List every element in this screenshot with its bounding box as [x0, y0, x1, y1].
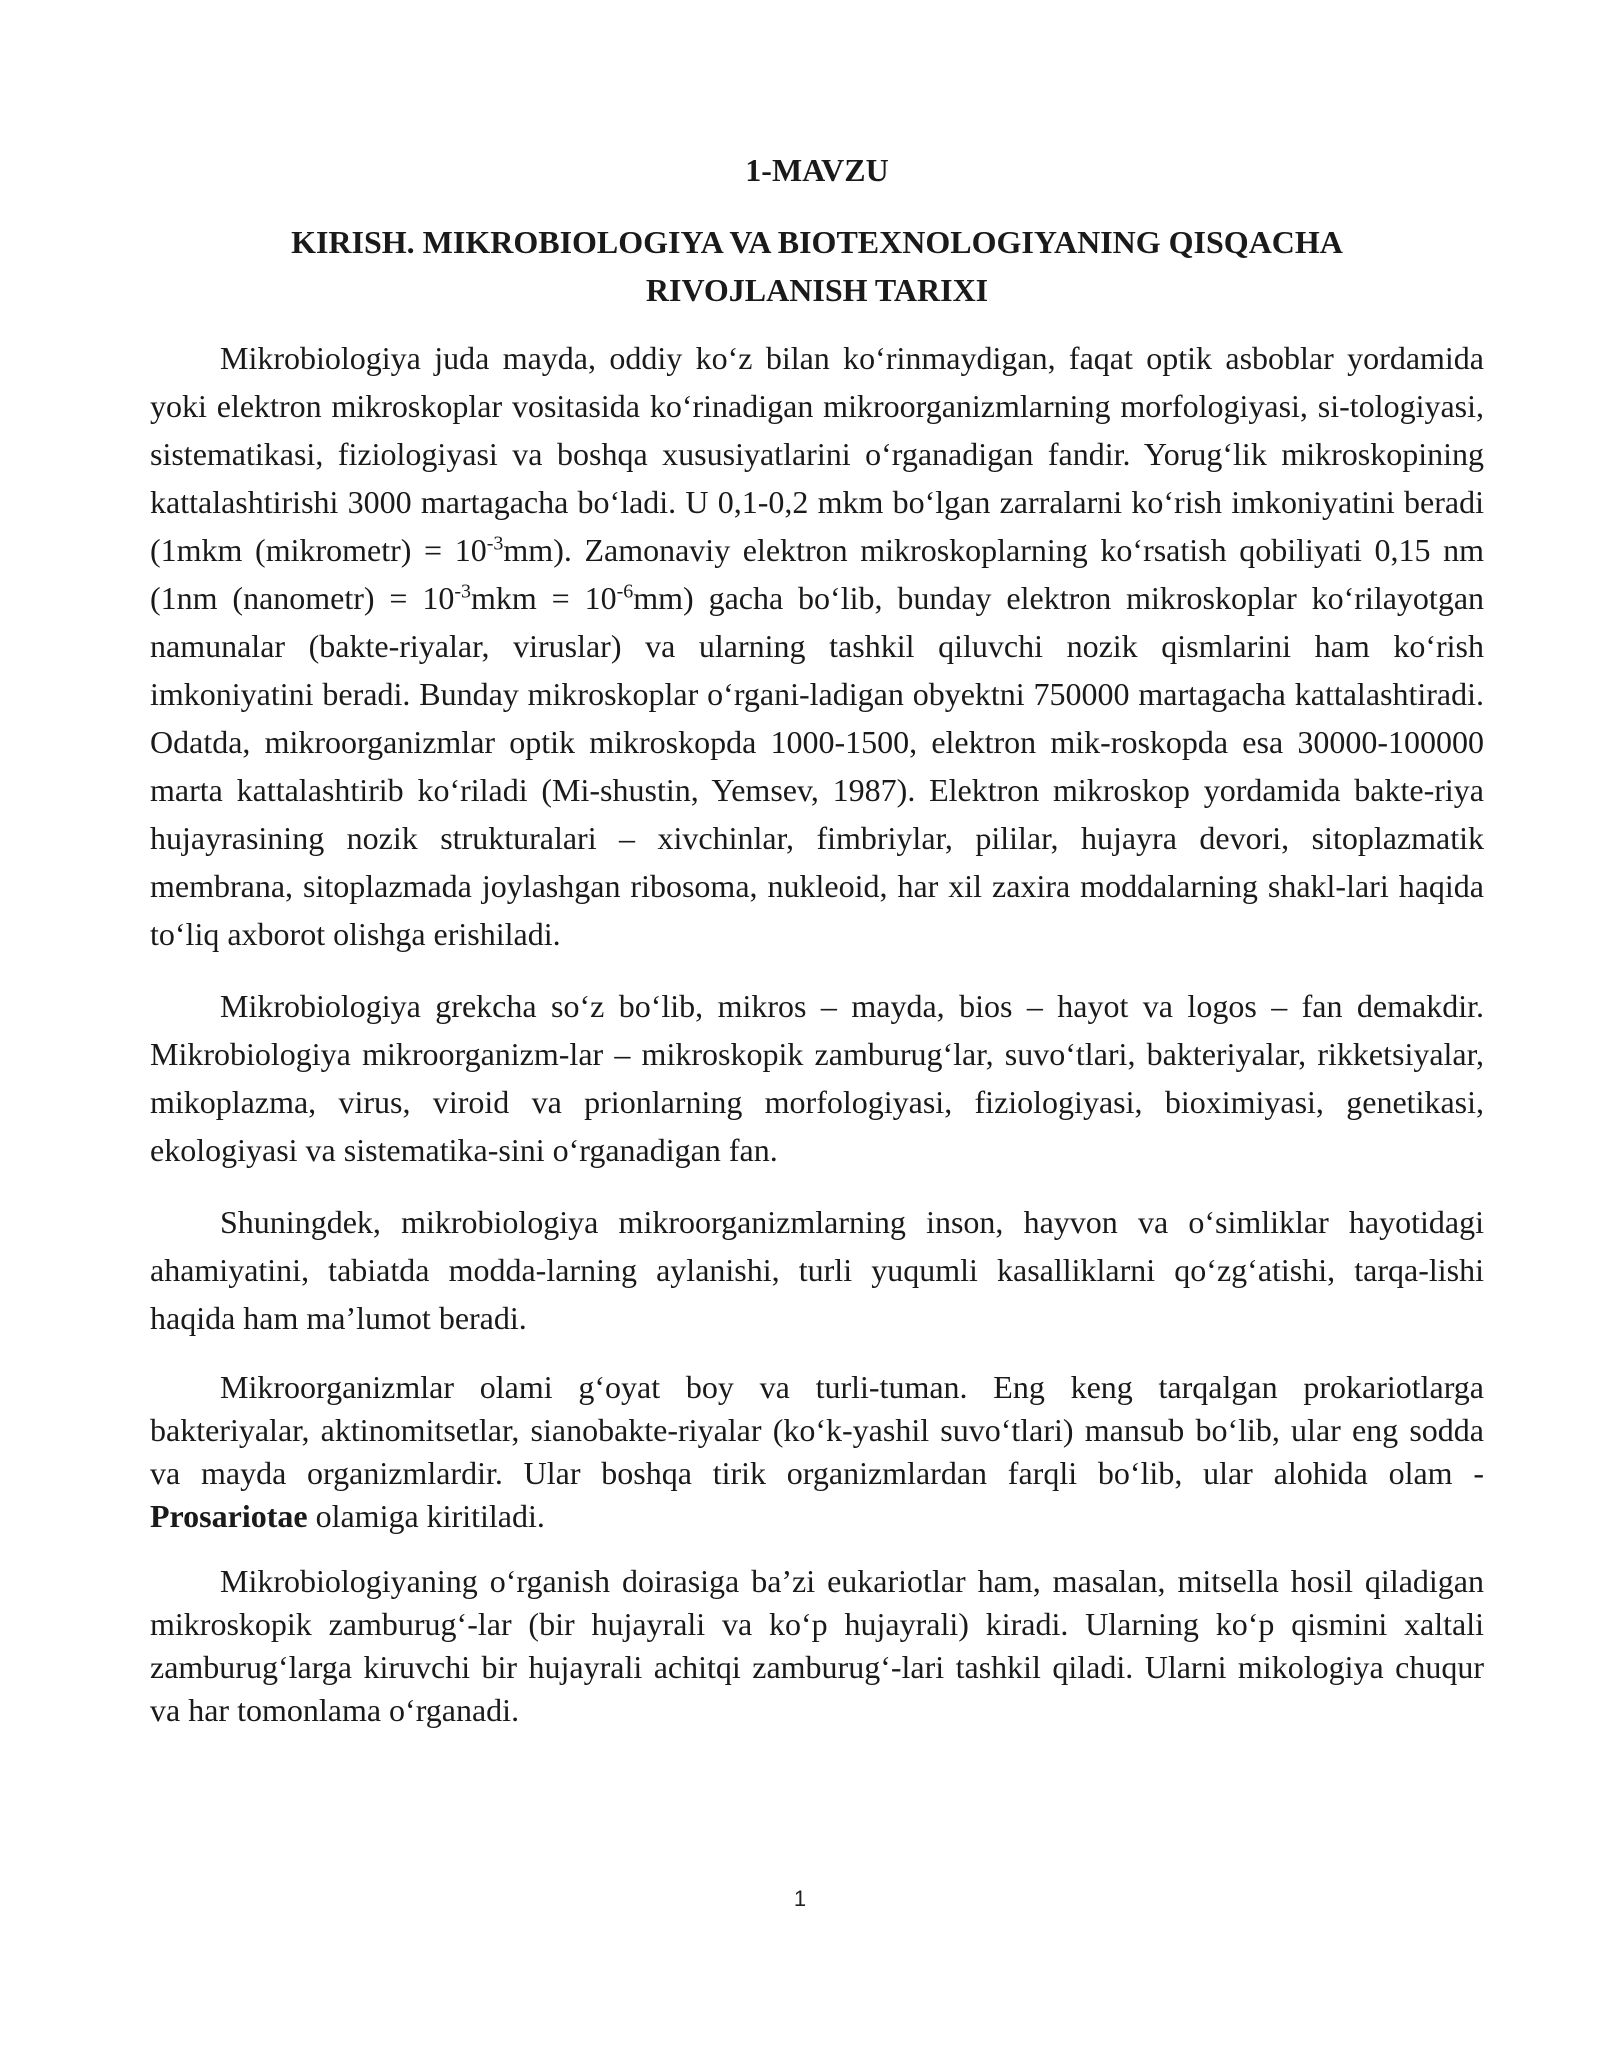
- paragraph-1-text-a: Mikrobiologiya juda mayda, oddiy ko‘z bilan ko‘rinmaydigan, faqat optik asboblar yordamida yoki elektron mikroskoplar vositasida ko‘rinadigan mikroorganizmlarning morfologiyasi, si-tologiyasi, sistematikasi, fiziologiyasi va boshqa xususiyatlarini o‘rganadigan fandir. Yorug‘lik mikroskopining kattalashtirishi 3000 martagacha bo‘ladi. U 0,1-0,2 mkm bo‘lgan zarralarni ko‘rish imkoniyatini beradi (1mkm (mikrometr) = 10: [150, 340, 1484, 568]
- paragraph-4: [150, 1366, 1484, 1538]
- paragraph-1: [150, 334, 1484, 958]
- paragraph-3: Shuningdek, mikrobiologiya mikroorganizmlarning inson, hayvon va o‘simliklar hayotidagi ahamiyatini, tabiatda modda-larning aylanishi, turli yuqumli kasalliklarni qo‘zg‘atishi, tarqa-lishi haqida ham ma’lumot beradi.: [150, 1204, 1484, 1336]
- superscript-2: -3: [454, 580, 472, 603]
- paragraph-4-text-a: Mikroorganizmlar olami g‘oyat boy va turli-tuman. Eng keng tarqalgan prokariotlarga bakteriyalar, aktinomitsetlar, sianobakte-riyalar (ko‘k-yashil suvo‘tlari) mansub bo‘lib, ular eng sodda va mayda organizmlardir. Ular boshqa tirik organizmlardan farqli bo‘lib, ular alohida olam -: [150, 1369, 1484, 1491]
- document-page: [150, 150, 1484, 1732]
- superscript-1: -3: [486, 532, 504, 555]
- lesson-number: 1-MAVZU: [745, 152, 889, 188]
- paragraph-1-text-b: mm). Zamonaviy elektron mikroskoplarning ko‘rsatish qobiliyati 0,15 nm (1nm (nanometr) = 10: [150, 532, 1485, 616]
- paragraph-5: Mikrobiologiyaning o‘rganish doirasiga ba’zi eukariotlar ham, masalan, mitsella hosil qiladigan mikroskopik zamburug‘-lar (bir hujayrali va ko‘p hujayrali) kiradi. Ularning ko‘p qismini xaltali zamburug‘larga kiruvchi bir hujayrali achitqi zamburug‘-lari tashkil qiladi. Ularni mikologiya chuqur va har tomonlama o‘rganadi.: [150, 1563, 1484, 1728]
- paragraph-4-bold-term: Prosariotae: [150, 1498, 308, 1534]
- paragraph-1-text-d: mm) gacha bo‘lib, bunday elektron mikroskoplar ko‘rilayotgan namunalar (bakte-riyalar, viruslar) va ularning tashkil qiluvchi nozik qismlarini ham ko‘rish imkoniyatini beradi. Bunday mikroskoplar o‘rgani-ladigan obyektni 750000 martagacha kattalashtiradi. Odatda, mikroorganizmlar optik mikroskopda 1000-1500, elektron mik-roskopda esa 30000-100000 marta kattalashtirib ko‘riladi (Mi-shustin, Yemsev, 1987). Elektron mikroskop yordamida bakte-riya hujayrasining nozik strukturalari – xivchinlar, fimbriylar, pililar, hujayra devori, sitoplazmatik membrana, sitoplazmada joylashgan ribosoma, nukleoid, har xil zaxira moddalarning shakl-lari haqida to‘liq axborot olishga erishiladi.: [150, 580, 1485, 952]
- paragraph-4-text-b: olamiga kiritiladi.: [307, 1498, 545, 1534]
- page-number: 1: [793, 1886, 807, 1911]
- paragraph-1-text-c: mkm = 10: [471, 580, 617, 616]
- lesson-title: KIRISH. MIKROBIOLOGIYA VA BIOTEXNOLOGIYANING QISQACHA RIVOJLANISH TARIXI: [291, 224, 1343, 308]
- superscript-3: -6: [616, 580, 634, 603]
- paragraph-2: Mikrobiologiya grekcha so‘z bo‘lib, mikros – mayda, bios – hayot va logos – fan demakdir. Mikrobiologiya mikroorganizm-lar – mikroskopik zamburug‘lar, suvo‘tlari, bakteriyalar, rikketsiyalar, mikoplazma, virus, viroid va prionlarning morfologiyasi, fiziologiyasi, bioximiyasi, genetikasi, ekologiyasi va sistematika-sini o‘rganadigan fan.: [150, 988, 1484, 1168]
